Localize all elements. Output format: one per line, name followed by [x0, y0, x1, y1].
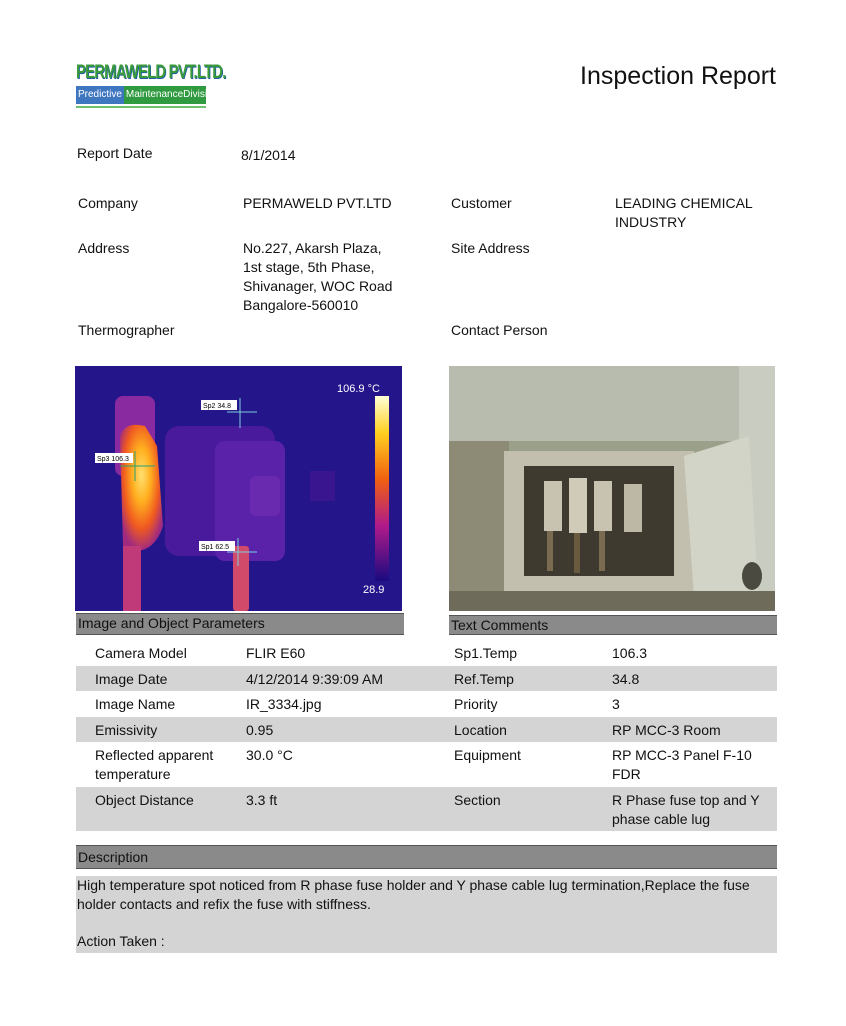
- table-row: [76, 666, 777, 691]
- table-row: [76, 691, 777, 717]
- customer-value: LEADING CHEMICAL INDUSTRY: [615, 195, 753, 230]
- comment-key: Location: [454, 722, 507, 738]
- thermal-image: [75, 366, 402, 611]
- report-date-label: Report Date: [77, 145, 153, 161]
- address-value: [243, 239, 392, 315]
- comment-value: 106.3: [612, 645, 648, 661]
- param-value: 3.3 ft: [246, 792, 278, 808]
- company-label: Company: [78, 195, 138, 211]
- parameters-table: [76, 640, 777, 831]
- param-key: Image Date: [95, 671, 168, 687]
- table-row: [76, 717, 777, 742]
- description-text: High temperature spot noticed from R phase fuse holder and Y phase cable lug termination,Replace the fuse holder contacts and refix the fuse with stiffness.: [77, 877, 750, 912]
- description-header: Description: [76, 845, 777, 869]
- param-value: IR_3334.jpg: [246, 696, 322, 712]
- param-key: Reflected apparent temperature: [95, 747, 214, 782]
- site-address-label: Site Address: [451, 240, 530, 256]
- company-value: PERMAWELD PVT.LTD: [243, 195, 392, 211]
- comment-key: Sp1.Temp: [454, 645, 518, 661]
- report-title: Inspection Report: [580, 62, 776, 90]
- comment-key: Equipment: [454, 747, 521, 763]
- panel-photo: [449, 366, 775, 611]
- table-row: [76, 742, 777, 787]
- text-comments-header: Text Comments: [449, 615, 777, 635]
- comment-value: 3: [612, 696, 620, 712]
- comment-value: RP MCC-3 Panel F-10 FDR: [612, 747, 752, 782]
- report-date-value: 8/1/2014: [241, 147, 296, 163]
- param-value: 0.95: [246, 722, 274, 738]
- description-box: [76, 876, 777, 953]
- address-line: Shivanager, WOC Road: [243, 278, 393, 294]
- table-row: [76, 640, 777, 666]
- comment-value: RP MCC-3 Room: [612, 722, 721, 738]
- comment-key: Ref.Temp: [454, 671, 514, 687]
- comment-value: R Phase fuse top and Y phase cable lug: [612, 792, 760, 827]
- logo-tagline: [76, 86, 219, 104]
- action-taken-label: Action Taken :: [77, 933, 165, 949]
- param-value: 4/12/2014 9:39:09 AM: [246, 671, 383, 687]
- comment-key: Priority: [454, 696, 498, 712]
- scale-max-label: 106.9 °C: [337, 383, 380, 395]
- address-line: 1st stage, 5th Phase,: [243, 259, 375, 275]
- image-params-header: Image and Object Parameters: [76, 613, 404, 635]
- param-value: 30.0 °C: [246, 747, 293, 763]
- address-line: Bangalore-560010: [243, 297, 359, 313]
- customer-label: Customer: [451, 195, 512, 211]
- address-label: Address: [78, 240, 130, 256]
- logo-tag-predictive: Predictive: [76, 86, 124, 104]
- param-value: FLIR E60: [246, 645, 306, 661]
- spot-label: Sp1 62.5: [201, 544, 230, 551]
- logo-tag-division: MaintenanceDivision: [125, 89, 219, 100]
- param-key: Camera Model: [95, 645, 187, 661]
- contact-person-label: Contact Person: [451, 322, 548, 338]
- scale-min-label: 28.9: [363, 584, 385, 596]
- table-row: [76, 787, 777, 831]
- logo-company-name: PERMAWELD PVT.LTD.: [76, 62, 226, 83]
- spot-label: Sp2 34.8: [203, 403, 232, 410]
- comment-key: Section: [454, 792, 501, 808]
- param-key: Image Name: [95, 696, 176, 712]
- address-line: No.227, Akarsh Plaza,: [243, 240, 382, 256]
- company-logo: [76, 62, 226, 112]
- param-key: Emissivity: [95, 722, 158, 738]
- thermographer-label: Thermographer: [78, 322, 175, 338]
- spot-label: Sp3 106.3: [97, 456, 129, 463]
- param-key: Object Distance: [95, 792, 194, 808]
- logo-underline: [76, 106, 206, 108]
- comment-value: 34.8: [612, 671, 640, 687]
